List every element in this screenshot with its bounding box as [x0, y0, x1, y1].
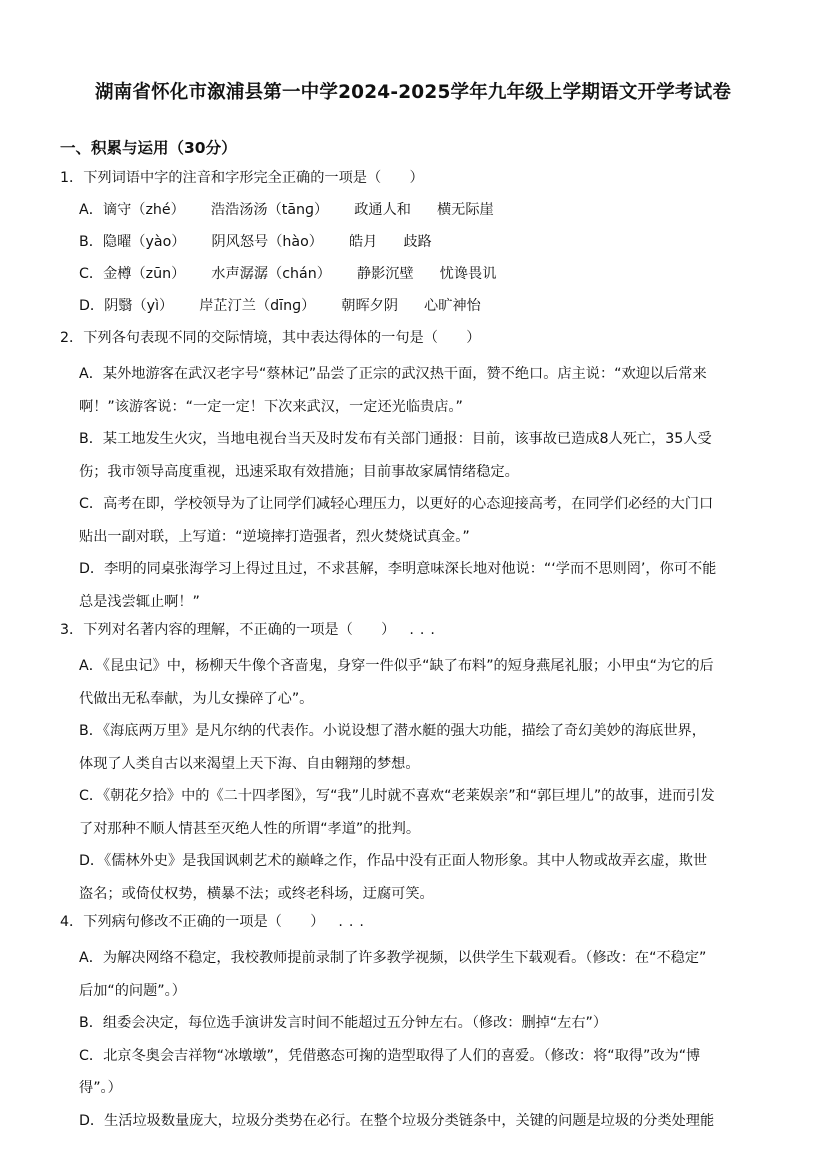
- question-2-option-c: C．高考在即，学校领导为了让同学们减轻心理压力，以更好的心态迎接高考，在同学们必经的大门口: [79, 496, 714, 512]
- option-term: A．谪守（zhé）: [79, 202, 185, 218]
- option-term: C．金樽（zūn）: [79, 266, 186, 282]
- option-term: 忧谗畏讥: [439, 266, 497, 282]
- question-3-option-a-cont: 代做出无私奉献，为儿女操碎了心”。: [79, 690, 314, 707]
- question-2-option-d-cont: 总是浅尝辄止啊！”: [79, 593, 200, 610]
- question-4-stem: 4．下列病句修改不正确的一项是（ ）: [60, 914, 325, 930]
- question-2-option-b: B．某工地发生火灾，当地电视台当天及时发布有关部门通报：目前，该事故已造成8人死亡，35人受: [79, 431, 712, 447]
- question-2-option-a: A．某外地游客在武汉老字号“蔡林记”品尝了正宗的武汉热干面，赞不绝口。店主说：“欢迎以后常来: [79, 366, 707, 382]
- option-term: 心旷神怡: [424, 298, 481, 314]
- question-3-option-d-cont: 盗名；或倚仗权势，横暴不法；或终老科场，迂腐可笑。: [79, 885, 434, 902]
- question-4-option-c-cont: 得”。）: [79, 1080, 122, 1096]
- emphasis-dots: ...: [338, 914, 370, 930]
- question-3-option-c-cont: 了对那种不顺人情甚至灭绝人性的所谓“孝道”的批判。: [79, 820, 421, 837]
- option-term: 歧路: [403, 234, 432, 250]
- question-3-options: [60, 650, 766, 910]
- questions-body: [60, 166, 766, 1137]
- section-heading: 一、积累与运用（30分）: [60, 139, 237, 157]
- option-term: 浩浩汤汤（tānɡ）: [210, 202, 329, 218]
- question-2-option-c-cont: 贴出一副对联，上写道：“逆境摔打造强者，烈火焚烧试真金。”: [79, 528, 470, 545]
- question-1-option-c: [60, 262, 766, 286]
- question-4-option-a: A．为解决网络不稳定，我校教师提前录制了许多教学视频，以供学生下载观看。（修改：在“不稳定”: [79, 950, 707, 966]
- option-term: 静影沉壁: [356, 266, 414, 282]
- option-term: 横无际崖: [436, 202, 494, 218]
- question-2-option-d: D．李明的同桌张海学习上得过且过，不求甚解，李明意味深长地对他说：“‘学而不思则罔’，你可不能: [79, 561, 717, 577]
- question-3-option-b-cont: 体现了人类自古以来渴望上天下海、自由翱翔的梦想。: [79, 755, 420, 772]
- question-1-option-a: [60, 198, 766, 222]
- question-4-option-a-cont: 后加“的问题”。）: [79, 982, 186, 999]
- question-3-stem: 3．下列对名著内容的理解，不正确的一项是（ ）: [60, 622, 396, 638]
- question-1-option-b: [60, 230, 766, 254]
- option-term: 阴风怒号（hào）: [211, 234, 323, 250]
- question-4-option-c: C．北京冬奥会吉祥物“冰墩墩”，凭借憨态可掬的造型取得了人们的喜爱。（修改：将“取得”改为“博: [79, 1047, 701, 1064]
- option-term: D．阴翳（yì）: [79, 298, 174, 314]
- question-2-stem: 2．下列各句表现不同的交际情境，其中表达得体的一句是（ ）: [60, 330, 481, 346]
- question-3-option-a: A．《昆虫记》中，杨柳天牛像个吝啬鬼，身穿一件似乎“缺了布料”的短身燕尾礼服；小甲虫“为它的后: [79, 658, 714, 674]
- question-1-stem: 1．下列词语中字的注音和字形完全正确的一项是（ ）: [60, 170, 424, 186]
- question-2-option-a-cont: 啊！”该游客说：“一定一定！下次来武汉，一定还光临贵店。”: [79, 398, 463, 415]
- question-2-option-b-cont: 伤；我市领导高度重视，迅速采取有效措施；目前事故家属情绪稳定。: [79, 463, 519, 480]
- question-4-options: [60, 942, 766, 1137]
- question-3-option-d: D．《儒林外史》是我国讽刺艺术的巅峰之作，作品中没有正面人物形象。其中人物或故弄玄虚，欺世: [79, 853, 708, 869]
- option-term: 政通人和: [354, 202, 411, 218]
- question-3-stem-row: [60, 618, 766, 642]
- question-3-option-b: B．《海底两万里》是凡尔纳的代表作。小说设想了潜水艇的强大功能，描绘了奇幻美妙的海底世界，: [79, 723, 706, 739]
- option-term: 皓月: [348, 234, 378, 250]
- question-4-option-d: D．生活垃圾数量庞大，垃圾分类势在必行。在整个垃圾分类链条中，关键的问题是垃圾的分类处理能: [79, 1112, 715, 1129]
- question-4-option-b: B．组委会决定，每位选手演讲发言时间不能超过五分钟左右。（修改：删掉“左右”）: [79, 1015, 608, 1031]
- option-term: 岸芷汀兰（dīnɡ）: [199, 298, 316, 314]
- question-3-option-c: C．《朝花夕拾》中的《二十四孝图》，写“我”儿时就不喜欢“老莱娱亲”和“郭巨埋儿”的故事，进而引发: [79, 788, 715, 804]
- option-term: B．隐曜（yào）: [79, 234, 186, 250]
- document-title: 湖南省怀化市溆浦县第一中学2024-2025学年九年级上学期语文开学考试卷: [94, 82, 732, 103]
- question-1-option-d: [60, 294, 766, 318]
- question-4-stem-row: [60, 910, 766, 934]
- emphasis-dots: ...: [409, 622, 441, 638]
- question-2-options: [60, 358, 766, 618]
- option-term: 朝晖夕阴: [341, 298, 399, 314]
- option-term: 水声潺潺（chán）: [211, 266, 331, 282]
